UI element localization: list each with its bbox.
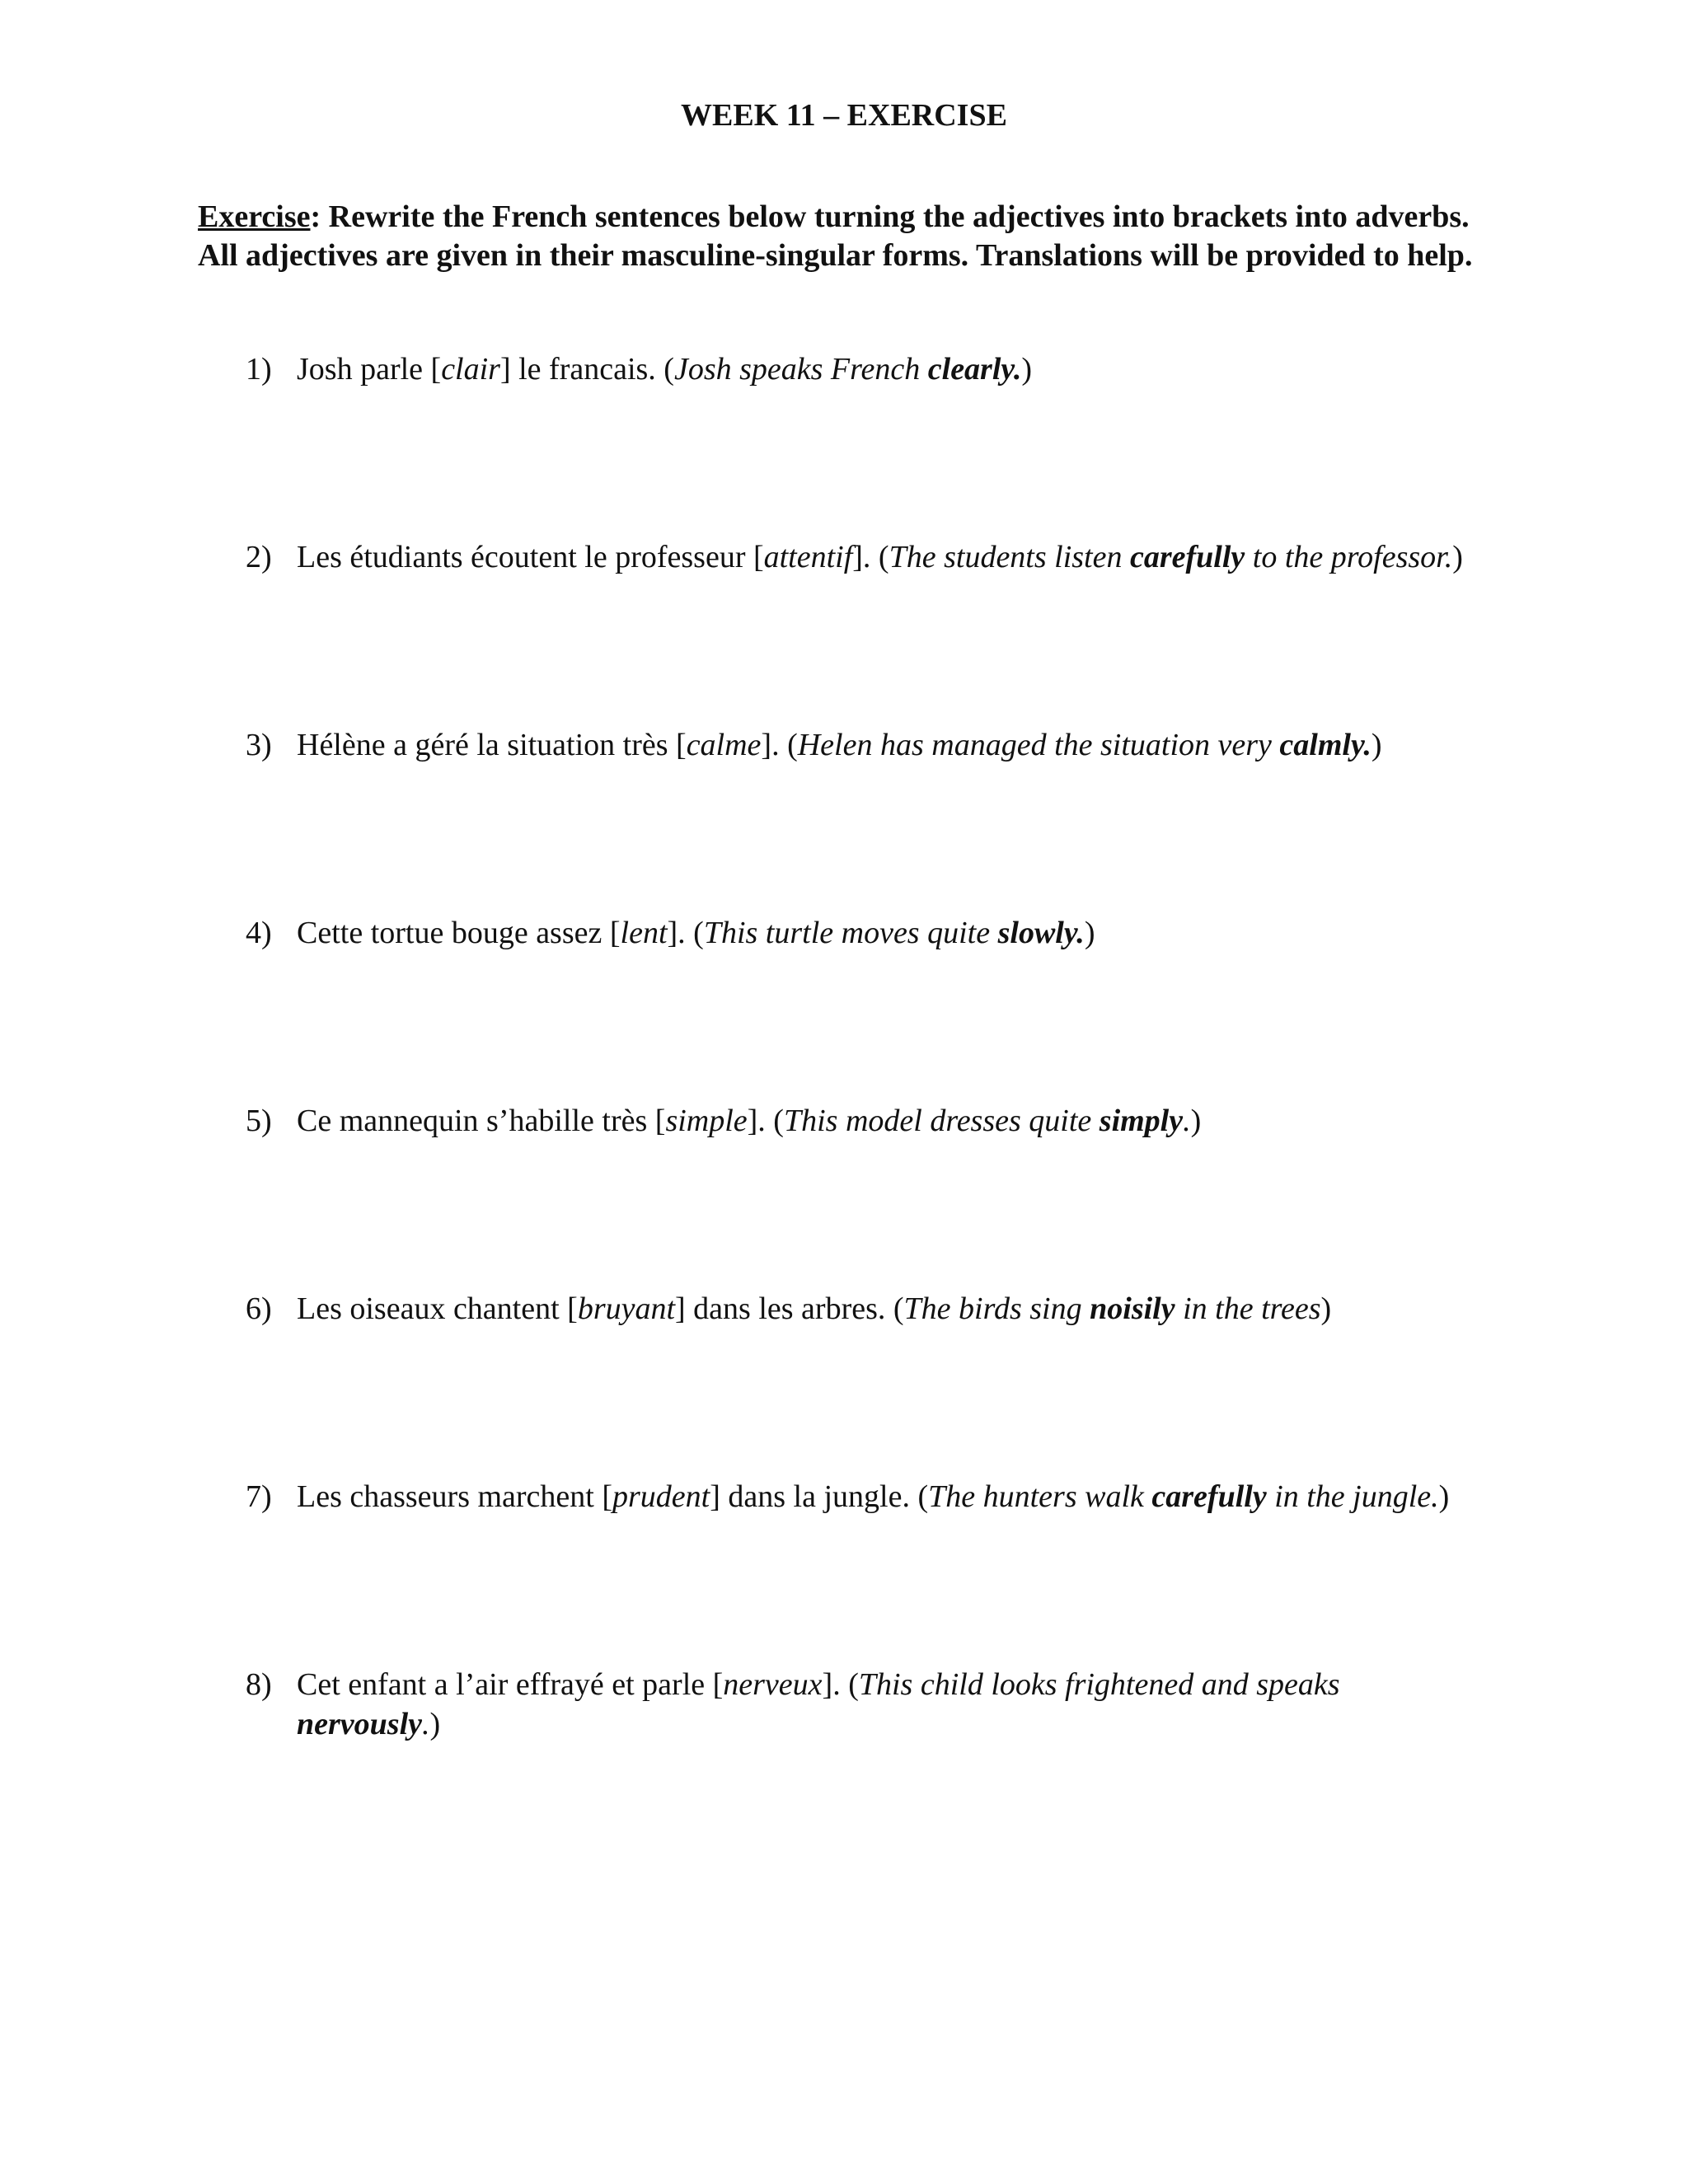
exercise-item-6 — [246, 1289, 1465, 1329]
closing-paren: ) — [1371, 728, 1382, 762]
french-text-start: Cette tortue bouge assez [ — [297, 916, 621, 950]
adjective: bruyant — [577, 1291, 676, 1326]
french-text-start: Ce mannequin s’habille très [ — [297, 1104, 666, 1138]
translation-start: This turtle moves quite — [703, 916, 998, 950]
french-text-end: ]. ( — [667, 916, 704, 950]
french-text-end: ] dans les arbres. ( — [675, 1291, 904, 1326]
adjective: nerveux — [723, 1667, 823, 1702]
adjective: clair — [441, 352, 500, 387]
translation-start: Josh speaks French — [673, 352, 928, 387]
exercise-item-3 — [246, 725, 1465, 765]
translation-end: . — [422, 1707, 430, 1741]
item-number: 8) — [246, 1667, 272, 1702]
item-number: 7) — [246, 1479, 272, 1514]
french-text-start: Cet enfant a l’air effrayé et parle [ — [297, 1667, 724, 1702]
exercise-instructions — [198, 198, 1484, 275]
exercise-item-5 — [246, 1101, 1465, 1141]
adjective: prudent — [612, 1479, 710, 1514]
item-sentence — [297, 1477, 1465, 1516]
translation-adverb: clearly. — [927, 352, 1022, 387]
closing-paren: ) — [429, 1707, 441, 1741]
item-number: 1) — [246, 352, 272, 387]
french-text-end: ]. ( — [852, 540, 889, 574]
closing-paren: ) — [1438, 1479, 1450, 1514]
adjective: calme — [686, 728, 762, 762]
translation-start: This child looks frightened and speaks — [858, 1667, 1340, 1702]
translation-end: to the professor. — [1245, 540, 1453, 574]
french-text-end: ] le francais. ( — [499, 352, 674, 387]
item-number: 4) — [246, 916, 272, 950]
item-sentence — [297, 725, 1465, 765]
closing-paren: ) — [1021, 352, 1033, 387]
instructions-label: Exercise — [198, 199, 311, 234]
french-text-start: Hélène a géré la situation très [ — [297, 728, 687, 762]
french-text-start: Les chasseurs marchent [ — [297, 1479, 613, 1514]
translation-adverb: carefully — [1151, 1479, 1267, 1514]
page-title: WEEK 11 – EXERCISE — [681, 98, 1007, 133]
closing-paren: ) — [1452, 540, 1463, 574]
translation-adverb: nervously — [297, 1707, 422, 1741]
translation-start: The students listen — [889, 540, 1130, 574]
translation-end: in the trees — [1175, 1291, 1321, 1326]
translation-start: This model dresses quite — [783, 1104, 1100, 1138]
french-text-end: ]. ( — [747, 1104, 784, 1138]
french-text-start: Josh parle [ — [297, 352, 442, 387]
french-text-start: Les étudiants écoutent le professeur [ — [297, 540, 764, 574]
closing-paren: ) — [1320, 1291, 1332, 1326]
translation-adverb: noisily — [1090, 1291, 1175, 1326]
item-sentence — [297, 349, 1465, 389]
item-sentence — [297, 1101, 1465, 1141]
exercise-item-1 — [246, 349, 1465, 389]
french-text-end: ] dans la jungle. ( — [710, 1479, 929, 1514]
exercise-item-4 — [246, 913, 1465, 953]
exercise-item-8 — [246, 1665, 1465, 1744]
item-sentence — [297, 537, 1465, 577]
item-sentence — [297, 913, 1465, 953]
french-text-start: Les oiseaux chantent [ — [297, 1291, 578, 1326]
translation-adverb: calmly. — [1279, 728, 1372, 762]
exercise-item-2 — [246, 537, 1465, 577]
adjective: simple — [665, 1104, 748, 1138]
adjective: lent — [620, 916, 668, 950]
translation-start: Helen has managed the situation very — [797, 728, 1280, 762]
item-number: 3) — [246, 728, 272, 762]
item-number: 6) — [246, 1291, 272, 1326]
translation-end: in the jungle. — [1266, 1479, 1439, 1514]
french-text-end: ]. ( — [761, 728, 798, 762]
closing-paren: ) — [1084, 916, 1095, 950]
translation-adverb: simply — [1099, 1104, 1184, 1138]
french-text-end: ]. ( — [822, 1667, 859, 1702]
translation-adverb: slowly. — [997, 916, 1085, 950]
instructions-text: : Rewrite the French sentences below turning the adjectives into brackets into adverbs. All adjectives are given in their masculine-singular forms. Translations will be provided to help. — [198, 199, 1473, 273]
item-number: 5) — [246, 1104, 272, 1138]
translation-adverb: carefully — [1129, 540, 1245, 574]
item-number: 2) — [246, 540, 272, 574]
item-sentence — [297, 1665, 1465, 1744]
item-sentence — [297, 1289, 1465, 1329]
translation-end: . — [1183, 1104, 1191, 1138]
closing-paren: ) — [1190, 1104, 1202, 1138]
exercise-item-7 — [246, 1477, 1465, 1516]
translation-start: The birds sing — [903, 1291, 1090, 1326]
adjective: attentif — [763, 540, 853, 574]
translation-start: The hunters walk — [928, 1479, 1152, 1514]
